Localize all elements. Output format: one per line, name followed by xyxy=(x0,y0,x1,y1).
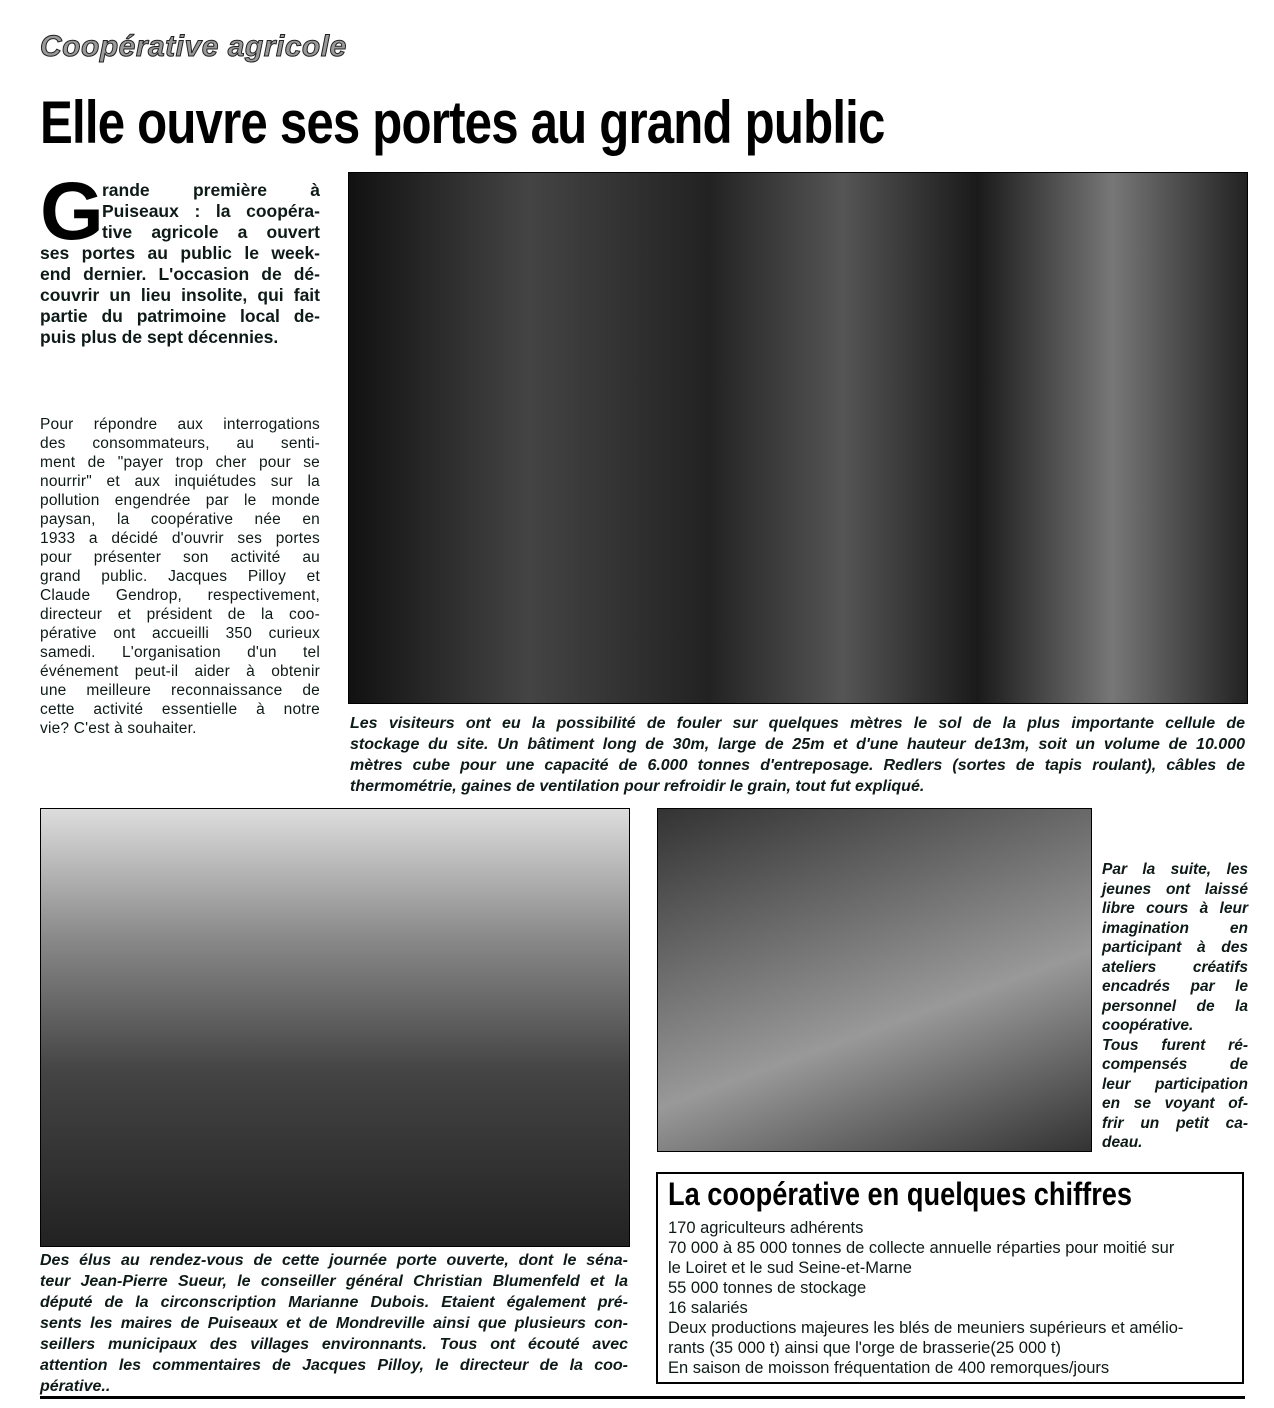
text-line: stockage du site. Un bâtiment long de 30m, large de 25m et d'une hauteur de13m, soit un volume de 10.000 xyxy=(350,736,1245,753)
workshop-photo-caption xyxy=(1102,860,1248,1153)
figures-box-list xyxy=(668,1218,1236,1378)
text-line: rants (35 000 t) ainsi que l'orge de brasserie(25 000 t) xyxy=(668,1339,1061,1357)
text-line: Deux productions majeures les blés de meuniers supérieurs et amélio- xyxy=(668,1319,1184,1337)
text-line: tive agricole a ouvert xyxy=(102,222,320,242)
text-line: 170 agriculteurs adhérents xyxy=(668,1219,864,1237)
text-line: pérative ont accueilli 350 curieux xyxy=(40,625,320,642)
text-line: grand public. Jacques Pilloy et xyxy=(40,568,320,585)
text-line: sents les maires de Puiseaux et de Mondreville ainsi que plusieurs con- xyxy=(40,1315,628,1332)
text-line: pollution engendrée par le monde xyxy=(40,492,320,509)
text-line: Claude Gendrop, respectivement, xyxy=(40,587,320,604)
text-line: compensés de xyxy=(1102,1056,1248,1073)
text-line: jeunes ont laissé xyxy=(1102,880,1248,898)
officials-photo-caption xyxy=(40,1250,628,1397)
text-line: seillers municipaux des villages environnants. Tous ont écouté avec xyxy=(40,1336,628,1353)
text-line: député de la circonscription Marianne Dubois. Etaient également pré- xyxy=(40,1294,628,1311)
text-line: rande première à xyxy=(102,180,320,200)
text-line: Tous furent ré- xyxy=(1102,1036,1248,1054)
article-kicker: Coopérative agricole xyxy=(40,30,347,63)
text-line: Les visiteurs ont eu la possibilité de fouler sur quelques mètres le sol de la plus importante cellule de xyxy=(350,715,1245,732)
text-line: vie? C'est à souhaiter. xyxy=(40,720,197,737)
text-line: des consommateurs, au senti- xyxy=(40,435,320,452)
text-line: 70 000 à 85 000 tonnes de collecte annuelle réparties pour moitié sur xyxy=(668,1239,1175,1257)
text-line: pérative.. xyxy=(40,1378,111,1395)
text-line: cette activité essentielle à notre xyxy=(40,701,320,718)
text-line: leur participation xyxy=(1102,1075,1248,1093)
text-line: mètres cube pour une capacité de 6.000 tonnes d'entreposage. Redlers (sortes de tapis roulant), câbles de xyxy=(350,757,1245,774)
text-line: directeur et président de la coo- xyxy=(40,606,320,623)
text-line: deau. xyxy=(1102,1134,1143,1151)
visitors-group-photo xyxy=(348,172,1248,704)
text-line: nourrir" et aux inquiétudes sur la xyxy=(40,473,320,490)
text-line: imagination en xyxy=(1102,919,1248,937)
figures-box-title: La coopérative en quelques chiffres xyxy=(668,1176,1133,1212)
text-line: end dernier. L'occasion de dé- xyxy=(40,264,320,284)
drop-cap: G xyxy=(40,166,104,257)
text-line: coopérative. xyxy=(1102,1017,1194,1034)
text-line: ment de "payer trop cher pour se xyxy=(40,454,320,471)
text-line: attention les commentaires de Jacques Pilloy, le directeur de la coo- xyxy=(40,1357,628,1374)
text-line: couvrir un lieu insolite, qui fait xyxy=(40,285,320,305)
text-line: paysan, la coopérative née en xyxy=(40,511,320,528)
text-line: 16 salariés xyxy=(668,1299,748,1317)
text-line: événement peut-il aider à obtenir xyxy=(40,663,320,680)
text-line: En saison de moisson fréquentation de 400 remorques/jours xyxy=(668,1359,1110,1377)
text-line: puis plus de sept décennies. xyxy=(40,327,279,347)
text-line: encadrés par le xyxy=(1102,978,1248,995)
text-line: participant à des xyxy=(1102,939,1248,956)
text-line: personnel de la xyxy=(1102,997,1248,1015)
text-line: teur Jean-Pierre Sueur, le conseiller général Christian Blumenfeld et la xyxy=(40,1273,628,1290)
bottom-rule xyxy=(40,1396,1245,1399)
text-line: en se voyant of- xyxy=(1102,1095,1248,1112)
text-line: frir un petit ca- xyxy=(1102,1114,1248,1132)
text-line: Pour répondre aux interrogations xyxy=(40,416,320,433)
officials-silo-photo xyxy=(40,808,630,1247)
text-line: libre cours à leur xyxy=(1102,900,1248,917)
text-line: Puiseaux : la coopéra- xyxy=(102,201,320,221)
workshop-photo xyxy=(657,808,1092,1152)
text-line: 55 000 tonnes de stockage xyxy=(668,1279,867,1297)
text-line: 1933 a décidé d'ouvrir ses portes xyxy=(40,530,320,547)
text-line: pour présenter son activité au xyxy=(40,549,320,566)
text-line: thermométrie, gaines de ventilation pour refroidir le grain, tout fut expliqué. xyxy=(350,778,925,795)
text-line: samedi. L'organisation d'un tel xyxy=(40,644,320,661)
lede-paragraph xyxy=(40,180,320,348)
visitors-photo-caption xyxy=(350,713,1245,797)
body-paragraph xyxy=(40,415,320,738)
text-line: ateliers créatifs xyxy=(1102,958,1248,976)
article-headline: Elle ouvre ses portes au grand public xyxy=(40,89,885,156)
text-line: une meilleure reconnaissance de xyxy=(40,682,320,699)
text-line: ses portes au public le week- xyxy=(40,243,320,263)
text-line: partie du patrimoine local de- xyxy=(40,306,320,326)
text-line: Par la suite, les xyxy=(1102,861,1248,878)
text-line: Des élus au rendez-vous de cette journée porte ouverte, dont le séna- xyxy=(40,1252,628,1269)
text-line: le Loiret et le sud Seine-et-Marne xyxy=(668,1259,912,1277)
